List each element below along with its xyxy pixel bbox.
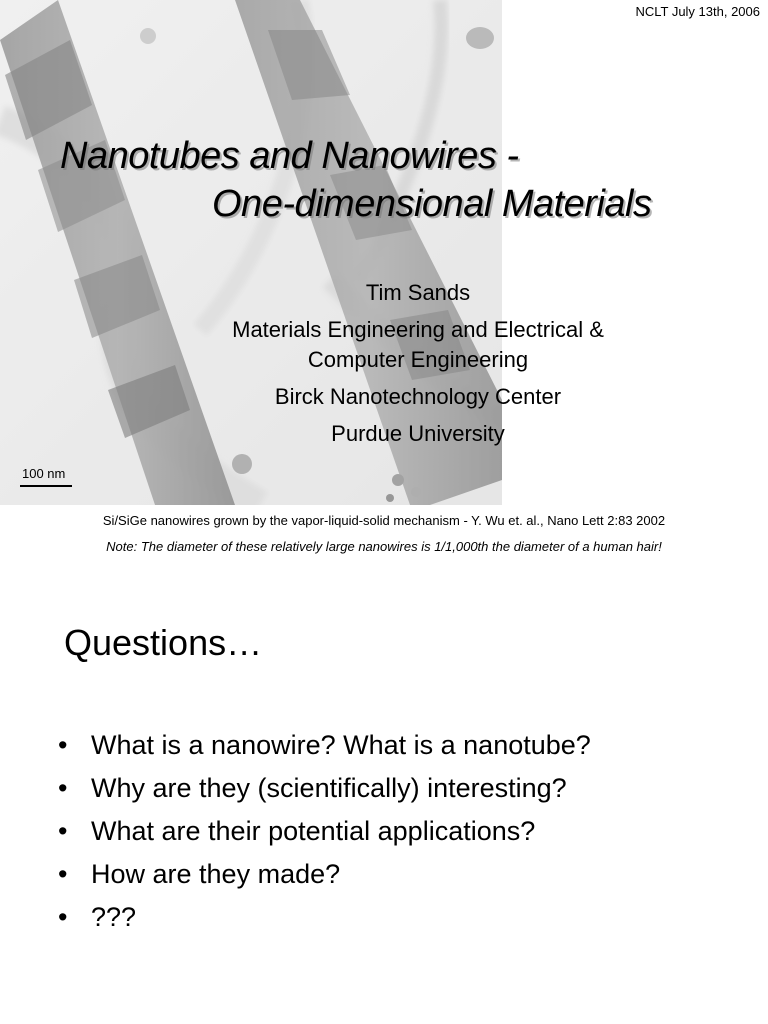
slide-title xyxy=(60,132,760,228)
figure-caption: Si/SiGe nanowires grown by the vapor-liquid-solid mechanism - Y. Wu et. al., Nano Lett 2:83 2002 xyxy=(102,513,666,528)
list-item xyxy=(58,810,591,853)
questions-list xyxy=(58,724,591,939)
figure-note: Note: The diameter of these relatively large nanowires is 1/1,000th the diameter of a human hair! xyxy=(106,539,662,554)
bullet-icon: • xyxy=(58,730,68,760)
question-text: ??? xyxy=(91,902,137,932)
question-text: How are they made? xyxy=(91,859,341,889)
author-block xyxy=(190,278,646,456)
list-item xyxy=(58,724,591,767)
author-center: Birck Nanotechnology Center xyxy=(274,384,562,409)
questions-heading: Questions… xyxy=(64,622,263,663)
question-text: Why are they (scientifically) interesting? xyxy=(91,773,567,803)
list-item xyxy=(58,896,591,939)
author-department-line-2: Computer Engineering xyxy=(307,347,529,372)
author-university: Purdue University xyxy=(331,421,505,446)
scale-bar xyxy=(20,485,72,487)
bullet-icon: • xyxy=(58,902,68,932)
bullet-icon: • xyxy=(58,773,68,803)
scale-bar-label: 100 nm xyxy=(22,466,66,481)
author-department-line-1: Materials Engineering and Electrical & xyxy=(232,317,604,342)
author-name: Tim Sands xyxy=(365,280,471,305)
date-note: NCLT July 13th, 2006 xyxy=(635,4,760,19)
question-text: What are their potential applications? xyxy=(91,816,536,846)
question-text: What is a nanowire? What is a nanotube? xyxy=(91,730,591,760)
title-line-1: Nanotubes and Nanowires - xyxy=(60,135,519,177)
bullet-icon: • xyxy=(58,859,68,889)
list-item xyxy=(58,767,591,810)
list-item xyxy=(58,853,591,896)
title-line-2: One-dimensional Materials xyxy=(212,183,652,225)
bullet-icon: • xyxy=(58,816,68,846)
